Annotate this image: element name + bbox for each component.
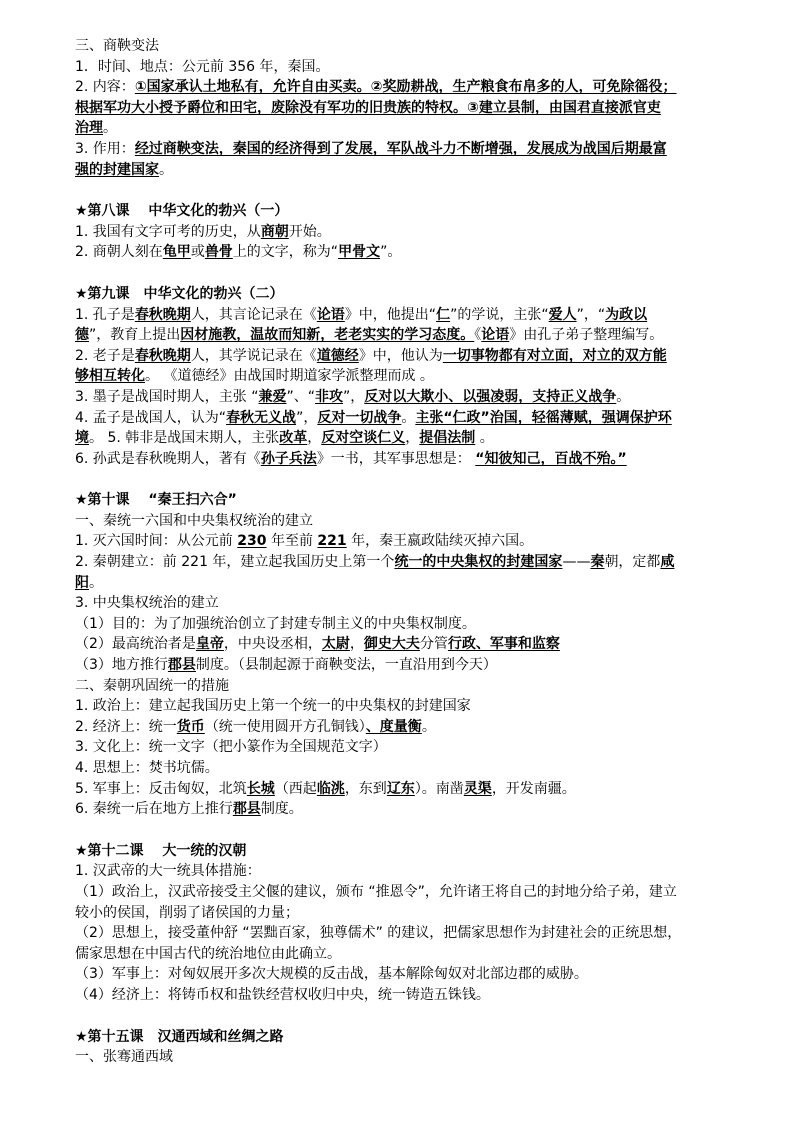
text-segment: 。 (475, 430, 494, 447)
lesson-heading (75, 201, 765, 222)
text-segment: ， (349, 636, 364, 653)
key-point-text: 太尉 (321, 636, 350, 653)
key-point-text: 道德经 (316, 347, 359, 364)
text-segment: 制度。 (260, 801, 303, 818)
text-line (75, 655, 765, 676)
key-point-text: “知彼知己，百战不殆。” (475, 450, 627, 467)
text-line (75, 799, 765, 820)
key-point-text: 改革 (279, 430, 308, 447)
text-segment: 2. 经济上：统一 (75, 718, 177, 735)
text-line (75, 676, 765, 697)
key-point-text: 主张“仁政”治国，轻徭薄赋，强调保护环 (415, 409, 672, 426)
key-point-text: 论语 (316, 306, 345, 323)
text-line (75, 222, 765, 243)
key-point-text: 春秋无义战 (226, 409, 297, 426)
key-point-text: 一切事物都有对立面，对立的双方能 (442, 347, 667, 364)
text-segment: （3）地方推行 (75, 657, 168, 674)
key-point-text: 灵渠 (463, 780, 492, 797)
text-segment: 》中，他提出“ (344, 306, 437, 323)
text-line (75, 614, 765, 635)
key-point-text: 因材施教，温故而知新，老老实实的学习态度。 (180, 327, 475, 344)
key-point-text: 孙子兵法 (260, 450, 317, 467)
text-segment: 》中，他认为 (358, 347, 443, 364)
key-point-text: 反对以大欺小、以强凌弱，支持正义战争 (364, 388, 617, 405)
text-segment: 人，其学说记录在《 (190, 347, 317, 364)
blank-line (75, 469, 765, 490)
text-line (75, 242, 765, 263)
text-line (75, 944, 765, 965)
text-line (75, 139, 765, 160)
key-point-text: 秦 (590, 554, 605, 571)
lesson-heading (75, 490, 765, 511)
key-point-text: 反对空谈仁义 (321, 430, 406, 447)
text-segment: 上的文字，称为“ (232, 244, 339, 261)
key-point-text: 商朝 (260, 223, 289, 240)
key-point-text: 郡县 (232, 801, 261, 818)
key-point-text: 货币 (176, 718, 205, 735)
text-segment: 朝，定都 (604, 554, 661, 571)
key-point-text: 甲骨文 (338, 244, 381, 261)
text-segment: 或 (190, 244, 205, 261)
text-segment: （1）政治上，汉武帝接受主父偃的建议，颁布 “推恩令”，允许诸王将自己的封地分给子弟，建立 (75, 883, 677, 900)
text-segment: 1. 我国有文字可考的历史，从 (75, 223, 261, 240)
text-segment: 。 (421, 718, 436, 735)
text-segment: 《 (474, 327, 482, 344)
text-line (75, 160, 765, 181)
text-segment: 3. 中央集权统治的建立 (75, 595, 219, 612)
text-line (75, 737, 765, 758)
text-segment: 3. 文化上：统一文字（把小篆作为全国规范文字） (75, 739, 387, 756)
text-segment: （2）最高统治者是 (75, 636, 196, 653)
text-segment: ”， (343, 388, 365, 405)
key-point-text: 、度量衡 (365, 718, 422, 735)
document-body (75, 36, 765, 1068)
text-segment: （4）经济上：将铸币权和盐铁经营权收归中央，统一铸造五铢钱。 (75, 986, 490, 1003)
text-segment: （2）思想上，接受董仲舒 “罢黜百家，独尊儒术” 的建议，把儒家思想作为封建社会的正统思想， (75, 925, 682, 942)
key-point-text: 龟甲 (162, 244, 191, 261)
text-line (75, 964, 765, 985)
key-point-text: 统一的中央集权的封建国家 (394, 554, 563, 571)
text-segment: 4. 孟子是战国人，认为“ (75, 409, 227, 426)
text-segment: 。 (159, 161, 173, 178)
text-segment: 制度。（县制起源于商鞅变法，一直沿用到今天） (195, 657, 497, 674)
key-point-text: 德 (75, 327, 89, 344)
text-segment: 开始。 (288, 223, 331, 240)
text-line (75, 779, 765, 800)
text-line (75, 387, 765, 408)
text-line (75, 366, 765, 387)
text-segment: ，中央设丞相， (223, 636, 322, 653)
key-point-text: 够相互转化 (75, 368, 145, 385)
text-segment: 人，其言论记录在《 (190, 306, 317, 323)
text-segment: 二、秦朝巩固统一的措施 (75, 677, 229, 694)
text-segment: 2. 老子是 (75, 347, 135, 364)
text-segment: 一、张骞通西域 (75, 1049, 173, 1066)
key-point-text: 爱人 (548, 306, 577, 323)
key-point-text: 长城 (246, 780, 275, 797)
text-line (75, 408, 765, 429)
text-segment: 分管 (419, 636, 448, 653)
key-point-text: 春秋晚期 (134, 347, 191, 364)
text-line (75, 634, 765, 655)
text-line (75, 511, 765, 532)
text-segment: 儒家思想在中国古代的统治地位由此确立。 (75, 945, 341, 962)
blank-line (75, 820, 765, 841)
text-line (75, 77, 765, 98)
text-line (75, 985, 765, 1006)
text-segment: 2. 内容： (75, 79, 135, 96)
text-line (75, 325, 765, 346)
text-segment: 6. 秦统一后在地方上推行 (75, 801, 233, 818)
text-line (75, 428, 765, 449)
key-point-text: 论语 (481, 327, 510, 344)
text-segment: 4. 思想上：焚书坑儒。 (75, 760, 219, 776)
key-point-text: 经过商鞅变法，秦国的经济得到了发展，军队战斗力不断增强，发展成为战国后期最富 (134, 140, 667, 157)
key-point-text: 230 (237, 533, 267, 550)
text-segment: （3）军事上：对匈奴展开多次大规模的反击战，基本解除匈奴对北部边郡的威胁。 (75, 966, 588, 983)
text-segment: 年，秦王嬴政陆续灭掉六国。 (346, 533, 534, 550)
text-segment: 3. 墨子是战国时期人，主张 “ (75, 388, 259, 405)
text-segment: 2. 秦朝建立：前 221 年，建立起我国历史上第一个 (75, 554, 395, 571)
text-segment: ”。 (380, 244, 402, 261)
text-segment: ★第十课 “秦王扫六合” (75, 492, 237, 509)
text-line (75, 57, 765, 78)
key-point-text: 郡县 (167, 657, 196, 674)
text-segment: 。 (103, 120, 117, 137)
text-line (75, 552, 765, 573)
text-segment: ）。南凿 (414, 780, 464, 797)
text-line (75, 118, 765, 139)
key-point-text: 为政以 (605, 306, 648, 323)
text-segment: ★第十二课 大一统的汉朝 (75, 842, 247, 859)
lesson-heading (75, 841, 765, 862)
key-point-text: 境 (75, 430, 89, 447)
text-segment: 。 (401, 409, 416, 426)
text-segment: 2. 商朝人刻在 (75, 244, 163, 261)
text-segment: ”， (296, 409, 318, 426)
text-segment: （西起 (274, 780, 317, 797)
text-line (75, 882, 765, 903)
text-segment: 。 (616, 388, 631, 405)
key-point-text: 辽东 (386, 780, 415, 797)
text-segment: （统一使用圆开方孔铜钱） (204, 718, 366, 735)
key-point-text: 221 (317, 533, 347, 550)
text-segment: 1. 政治上：建立起我国历史上第一个统一的中央集权的封建国家 (75, 698, 471, 715)
key-point-text: 御史大夫 (363, 636, 420, 653)
key-point-text: 临洮 (316, 780, 345, 797)
key-point-text: 春秋晚期 (134, 306, 191, 323)
text-segment: 1. 孔子是 (75, 306, 135, 323)
key-point-text: 行政、军事和监察 (447, 636, 560, 653)
key-point-text: 兼爱 (258, 388, 287, 405)
text-line (75, 593, 765, 614)
key-point-text: ①国家承认土地私有，允许自由买卖。②奖励耕战，生产粮食布帛多的人，可免除徭役； (134, 79, 677, 96)
blank-line (75, 1006, 765, 1027)
key-point-text: 反对一切战争 (317, 409, 402, 426)
text-segment: （1）目的：为了加强统治创立了封建专制主义的中央集权制度。 (75, 615, 476, 632)
key-point-text: 强的封建国家 (75, 161, 159, 178)
text-segment: 。 《道德经》由战国时期道家学派整理而成 。 (145, 368, 434, 385)
text-line (75, 573, 765, 594)
text-segment: 1．时间、地点：公元前 356 年，秦国。 (75, 58, 330, 75)
text-segment: ， (307, 430, 322, 447)
lesson-heading (75, 284, 765, 305)
key-point-text: 提倡法制 (419, 430, 476, 447)
blank-line (75, 263, 765, 284)
key-point-text: 治理 (75, 120, 103, 137)
text-segment: ， (405, 430, 420, 447)
text-line (75, 903, 765, 924)
text-line (75, 98, 765, 119)
text-segment: 3. 作用： (75, 140, 135, 157)
text-segment: 。 (89, 574, 103, 591)
text-line (75, 717, 765, 738)
key-point-text: 非攻 (315, 388, 344, 405)
text-segment: ”，“ (576, 306, 606, 323)
text-line (75, 449, 765, 470)
text-line (75, 1047, 765, 1068)
text-segment: 》一书，其军事思想是： (316, 450, 476, 467)
text-segment: 三、商鞅变法 (75, 38, 159, 54)
key-point-text: 根据军功大小授予爵位和田宅，废除没有军功的旧贵族的特权。③建立县制，由国君直接派官吏 (75, 99, 661, 116)
key-point-text: 咸 (660, 554, 675, 571)
text-line (75, 531, 765, 552)
text-segment: ★第八课 中华文化的勃兴（一） (75, 203, 289, 220)
text-segment: —— (562, 554, 591, 571)
blank-line (75, 180, 765, 201)
text-line (75, 696, 765, 717)
key-point-text: 兽骨 (204, 244, 233, 261)
text-line (75, 861, 765, 882)
text-segment: 5. 军事上：反击匈奴，北筑 (75, 780, 247, 797)
text-segment: 一、秦统一六国和中央集权统治的建立 (75, 512, 313, 529)
text-line (75, 923, 765, 944)
text-segment: ，东到 (344, 780, 387, 797)
text-segment: 1. 汉武帝的大一统具体措施： (75, 863, 261, 880)
text-segment: 年至前 (266, 533, 318, 550)
text-line (75, 305, 765, 326)
text-segment: ，开发南疆。 (491, 780, 576, 797)
text-segment: ★第九课 中华文化的勃兴（二） (75, 285, 284, 302)
text-segment: ”，教育上提出 (89, 327, 181, 344)
text-segment: ”的学说，主张“ (450, 306, 549, 323)
text-segment: 1. 灭六国时间：从公元前 (75, 533, 238, 550)
lesson-heading (75, 1027, 765, 1048)
key-point-text: 皇帝 (195, 636, 224, 653)
text-line (75, 36, 765, 57)
text-segment: ”、“ (286, 388, 316, 405)
text-line (75, 758, 765, 779)
key-point-text: 阳 (75, 574, 89, 591)
key-point-text: 仁 (436, 306, 451, 323)
text-line (75, 346, 765, 367)
text-segment: 。 5. 韩非是战国末期人，主张 (89, 430, 280, 447)
text-segment: 》由孔子弟子整理编写。 (509, 327, 664, 344)
text-segment: 6. 孙武是春秋晚期人，著有《 (75, 450, 261, 467)
text-segment: 较小的侯国，削弱了诸侯国的力量； (75, 904, 299, 921)
text-segment: ★第十五课 汉通西域和丝绸之路 (75, 1028, 284, 1045)
